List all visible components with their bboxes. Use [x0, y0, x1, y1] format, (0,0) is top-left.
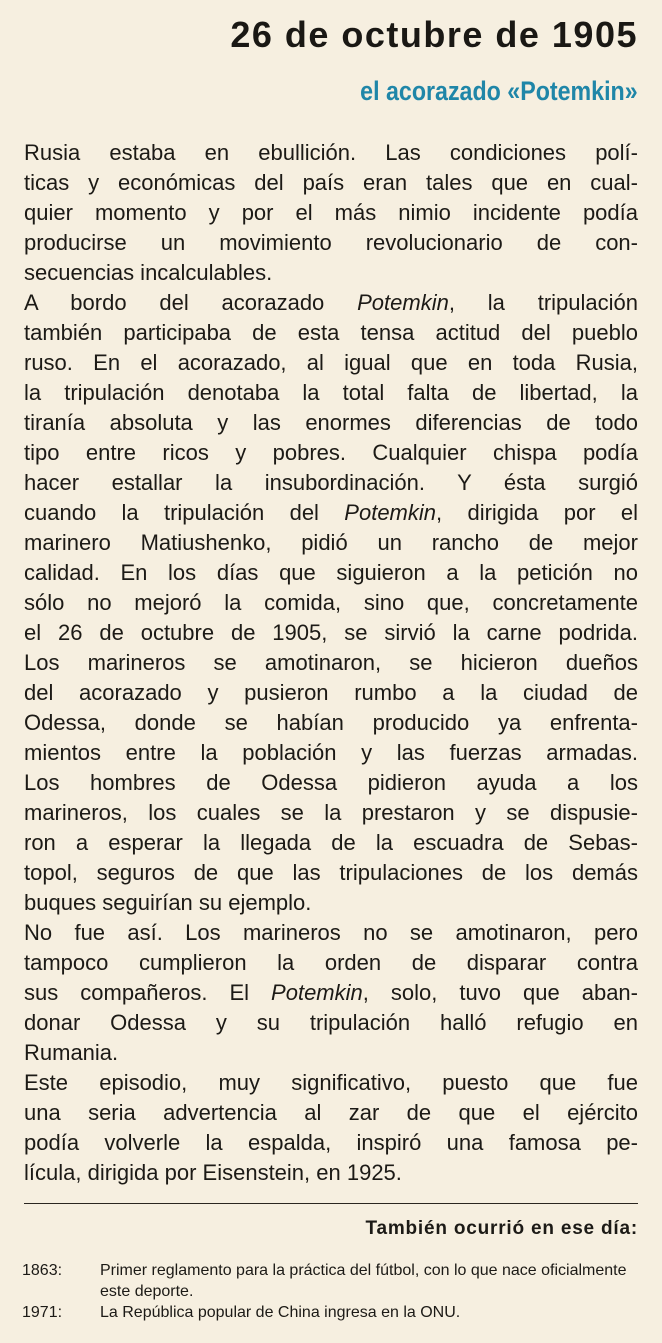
body-line: [24, 198, 638, 228]
body-line: [24, 348, 638, 378]
body-line: [24, 1158, 638, 1188]
body-text: ticas y económicas del país eran tales que en cual-: [24, 170, 638, 195]
body-text: cuando la tripulación del: [24, 500, 345, 525]
body-line: [24, 648, 638, 678]
body-text: quier momento y por el más nimio incidente podía: [24, 200, 638, 225]
body-text: también participaba de esta tensa actitud del pueblo: [24, 320, 638, 345]
body-line: [24, 288, 638, 318]
body-line: [24, 468, 638, 498]
body-line: [24, 858, 638, 888]
body-text: donar Odessa y su tripulación halló refugio en: [24, 1010, 638, 1035]
body-text: Odessa, donde se habían producido ya enfrenta-: [24, 710, 638, 735]
article-body: [24, 138, 638, 1188]
body-text: la tripulación denotaba la total falta de libertad, la: [24, 380, 638, 405]
body-line: [24, 318, 638, 348]
body-text: ruso. En el acorazado, al igual que en toda Rusia,: [24, 350, 638, 375]
body-line: [24, 528, 638, 558]
body-line: [24, 738, 638, 768]
body-line: [24, 678, 638, 708]
body-line: [24, 138, 638, 168]
body-text: Los marineros se amotinaron, se hicieron dueños: [24, 650, 638, 675]
body-line: [24, 978, 638, 1008]
body-text: tampoco cumplieron la orden de disparar contra: [24, 950, 638, 975]
body-text: marineros, los cuales se la prestaron y se dispusie-: [24, 800, 638, 825]
body-line: [24, 618, 638, 648]
body-text: Rusia estaba en ebullición. Las condiciones polí-: [24, 140, 638, 165]
body-text: buques seguirían su ejemplo.: [24, 890, 312, 915]
body-line: [24, 1068, 638, 1098]
event-item: [22, 1302, 642, 1323]
body-text: sus compañeros. El: [24, 980, 272, 1005]
body-text: el 26 de octubre de 1905, se sirvió la carne podrida.: [24, 620, 638, 645]
events-list: [22, 1260, 642, 1323]
body-line: [24, 258, 638, 288]
body-text: podía volverle la espalda, inspiró una famosa pe-: [24, 1130, 638, 1155]
body-line: [24, 918, 638, 948]
body-line: [24, 1128, 638, 1158]
body-text: , solo, tuvo que aban-: [362, 980, 638, 1005]
body-line: [24, 768, 638, 798]
body-text: una seria advertencia al zar de que el ejército: [24, 1100, 638, 1125]
body-line: [24, 408, 638, 438]
body-text: Los hombres de Odessa pidieron ayuda a los: [24, 770, 638, 795]
body-text: mientos entre la población y las fuerzas armadas.: [24, 740, 638, 765]
body-line: [24, 498, 638, 528]
also-heading: También ocurrió en ese día:: [365, 1218, 638, 1239]
body-text: A bordo del acorazado: [24, 290, 358, 315]
body-text: lícula, dirigida por Eisenstein, en 1925.: [24, 1160, 402, 1185]
event-year: 1971:: [22, 1304, 63, 1321]
body-line: [24, 558, 638, 588]
body-line: [24, 378, 638, 408]
body-line: [24, 1098, 638, 1128]
page-subtitle: el acorazado «Potemkin»: [360, 76, 638, 106]
body-line: [24, 168, 638, 198]
event-text: Primer reglamento para la práctica del fútbol, con lo que nace oficialmente este deporte.: [100, 1262, 627, 1300]
body-text: , dirigida por el: [436, 500, 638, 525]
body-line: [24, 1038, 638, 1068]
body-text: ron a esperar la llegada de la escuadra de Sebas-: [24, 830, 638, 855]
body-text: , la tripulación: [448, 290, 638, 315]
body-text: producirse un movimiento revolucionario de con-: [24, 230, 638, 255]
body-text: Este episodio, muy significativo, puesto que fue: [24, 1070, 638, 1095]
body-text: del acorazado y pusieron rumbo a la ciudad de: [24, 680, 638, 705]
ship-name: Potemkin: [344, 500, 437, 525]
body-line: [24, 588, 638, 618]
body-text: calidad. En los días que siguieron a la petición no: [24, 560, 638, 585]
event-year: 1863:: [22, 1262, 63, 1279]
body-line: [24, 708, 638, 738]
page-title: 26 de octubre de 1905: [230, 14, 638, 55]
body-line: [24, 798, 638, 828]
body-text: topol, seguros de que las tripulaciones de los demás: [24, 860, 638, 885]
body-text: tipo entre ricos y pobres. Cualquier chispa podía: [24, 440, 638, 465]
body-text: tiranía absoluta y las enormes diferencias de todo: [24, 410, 638, 435]
body-text: No fue así. Los marineros no se amotinaron, pero: [24, 920, 638, 945]
ship-name: Potemkin: [271, 980, 363, 1005]
body-line: [24, 828, 638, 858]
divider: [24, 1203, 638, 1204]
body-text: marinero Matiushenko, pidió un rancho de mejor: [24, 530, 638, 555]
body-line: [24, 1008, 638, 1038]
event-text: La República popular de China ingresa en la ONU.: [100, 1304, 461, 1321]
body-text: sólo no mejoró la comida, sino que, concretamente: [24, 590, 638, 615]
ship-name: Potemkin: [357, 290, 449, 315]
body-line: [24, 438, 638, 468]
body-line: [24, 948, 638, 978]
body-text: hacer estallar la insubordinación. Y ésta surgió: [24, 470, 638, 495]
body-line: [24, 888, 638, 918]
body-text: Rumania.: [24, 1040, 119, 1065]
body-line: [24, 228, 638, 258]
body-text: secuencias incalculables.: [24, 260, 273, 285]
event-item: [22, 1260, 642, 1302]
